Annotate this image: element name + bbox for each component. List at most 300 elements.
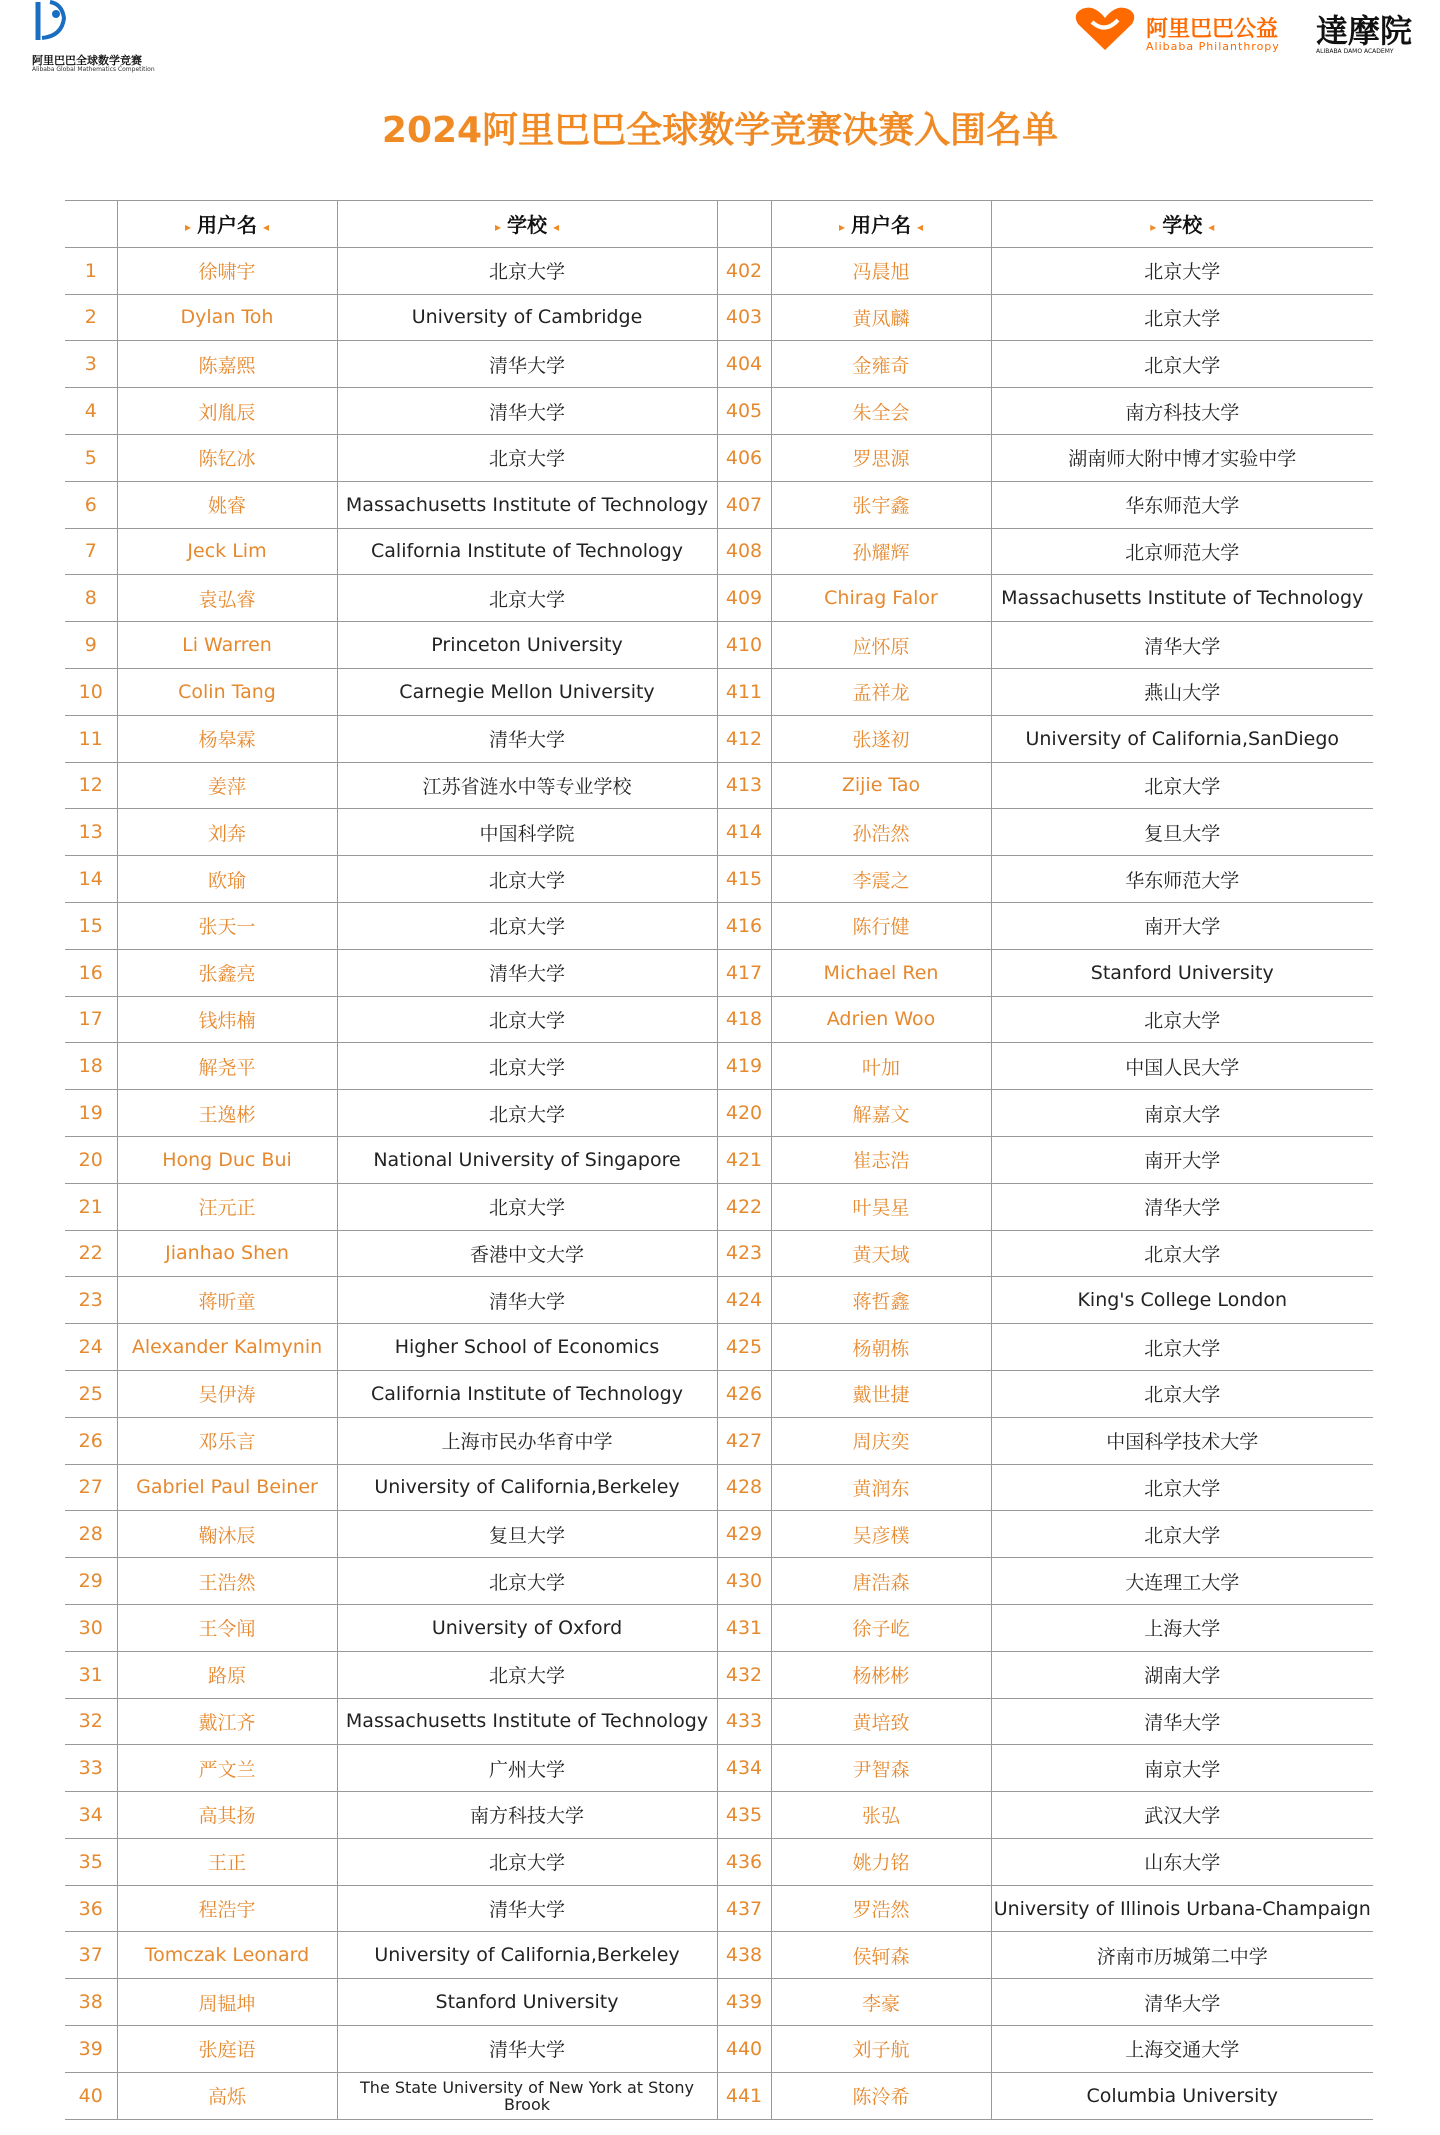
username: 程浩宇 bbox=[117, 1885, 337, 1932]
school-name: 湖南师大附中博才实验中学 bbox=[991, 434, 1373, 481]
school-name: 江苏省涟水中等专业学校 bbox=[337, 762, 717, 809]
rank-number: 13 bbox=[65, 809, 117, 856]
table-row bbox=[65, 528, 1373, 575]
username: 蒋哲鑫 bbox=[771, 1277, 991, 1324]
username: 王浩然 bbox=[117, 1558, 337, 1605]
rank-number: 422 bbox=[717, 1183, 771, 1230]
rank-number: 402 bbox=[717, 247, 771, 294]
school-name: 北京大学 bbox=[337, 247, 717, 294]
school-name: 上海交通大学 bbox=[991, 2026, 1373, 2073]
school-name: University of Cambridge bbox=[337, 294, 717, 341]
username: 陈钇冰 bbox=[117, 434, 337, 481]
school-name: 北京大学 bbox=[991, 341, 1373, 388]
username: 姚睿 bbox=[117, 481, 337, 528]
rank-number: 430 bbox=[717, 1558, 771, 1605]
school-name: 清华大学 bbox=[337, 949, 717, 996]
school-name: University of California,Berkeley bbox=[337, 1464, 717, 1511]
username: 钱炜楠 bbox=[117, 996, 337, 1043]
rank-number: 414 bbox=[717, 809, 771, 856]
school-name: 北京大学 bbox=[991, 1370, 1373, 1417]
username: 尹智森 bbox=[771, 1745, 991, 1792]
rank-number: 16 bbox=[65, 949, 117, 996]
username: 杨彬彬 bbox=[771, 1651, 991, 1698]
table-row bbox=[65, 949, 1373, 996]
table-row bbox=[65, 1511, 1373, 1558]
table-row bbox=[65, 1558, 1373, 1605]
username: 黄天域 bbox=[771, 1230, 991, 1277]
school-name: 中国人民大学 bbox=[991, 1043, 1373, 1090]
table-body bbox=[65, 247, 1373, 2119]
username: 严文兰 bbox=[117, 1745, 337, 1792]
header-user-left: ▸ 用户名 ◂ bbox=[117, 201, 337, 248]
table-row bbox=[65, 1885, 1373, 1932]
school-name: 清华大学 bbox=[337, 1885, 717, 1932]
rank-number: 37 bbox=[65, 1932, 117, 1979]
table-row bbox=[65, 481, 1373, 528]
username: 王正 bbox=[117, 1838, 337, 1885]
table-header-row bbox=[65, 201, 1373, 248]
school-name: 北京大学 bbox=[337, 1558, 717, 1605]
username: Colin Tang bbox=[117, 668, 337, 715]
username: 姚力铭 bbox=[771, 1838, 991, 1885]
rank-number: 9 bbox=[65, 622, 117, 669]
rank-number: 412 bbox=[717, 715, 771, 762]
table-row bbox=[65, 388, 1373, 435]
table-row bbox=[65, 856, 1373, 903]
rank-number: 413 bbox=[717, 762, 771, 809]
rank-number: 425 bbox=[717, 1324, 771, 1371]
header-user-right: ▸ 用户名 ◂ bbox=[771, 201, 991, 248]
rank-number: 428 bbox=[717, 1464, 771, 1511]
username: Tomczak Leonard bbox=[117, 1932, 337, 1979]
finalist-table bbox=[65, 200, 1373, 2120]
username: 张鑫亮 bbox=[117, 949, 337, 996]
username: 朱全会 bbox=[771, 388, 991, 435]
alibaba-philanthropy-name: 阿里巴巴公益 bbox=[1146, 17, 1279, 42]
username: 应怀原 bbox=[771, 622, 991, 669]
username: Jeck Lim bbox=[117, 528, 337, 575]
rank-number: 17 bbox=[65, 996, 117, 1043]
rank-number: 1 bbox=[65, 247, 117, 294]
school-name: University of Illinois Urbana-Champaign bbox=[991, 1885, 1373, 1932]
school-name: California Institute of Technology bbox=[337, 1370, 717, 1417]
username: 解尧平 bbox=[117, 1043, 337, 1090]
table-row bbox=[65, 902, 1373, 949]
triangle-right-icon: ▸ bbox=[838, 219, 845, 234]
competition-logo-subtitle: Alibaba Global Mathematics Competition bbox=[32, 66, 155, 73]
table-row bbox=[65, 668, 1373, 715]
school-name: 清华大学 bbox=[337, 715, 717, 762]
rank-number: 439 bbox=[717, 1979, 771, 2026]
rank-number: 36 bbox=[65, 1885, 117, 1932]
school-name: University of California,SanDiego bbox=[991, 715, 1373, 762]
table-row bbox=[65, 809, 1373, 856]
table-row bbox=[65, 1417, 1373, 1464]
school-name: 中国科学院 bbox=[337, 809, 717, 856]
username: 戴世捷 bbox=[771, 1370, 991, 1417]
school-name: 清华大学 bbox=[337, 388, 717, 435]
school-name: Stanford University bbox=[991, 949, 1373, 996]
username: 陈嘉熙 bbox=[117, 341, 337, 388]
table-row bbox=[65, 1370, 1373, 1417]
school-name: 大连理工大学 bbox=[991, 1558, 1373, 1605]
school-name: Massachusetts Institute of Technology bbox=[337, 481, 717, 528]
rank-number: 433 bbox=[717, 1698, 771, 1745]
school-name: 北京大学 bbox=[337, 856, 717, 903]
school-name: 南京大学 bbox=[991, 1090, 1373, 1137]
school-name: 南开大学 bbox=[991, 902, 1373, 949]
school-name: 济南市历城第二中学 bbox=[991, 1932, 1373, 1979]
triangle-right-icon: ▸ bbox=[184, 219, 191, 234]
username: 杨朝栋 bbox=[771, 1324, 991, 1371]
school-name: Massachusetts Institute of Technology bbox=[337, 1698, 717, 1745]
username: 袁弘睿 bbox=[117, 575, 337, 622]
header bbox=[0, 0, 1440, 80]
school-name: National University of Singapore bbox=[337, 1136, 717, 1183]
table-row bbox=[65, 247, 1373, 294]
rank-number: 420 bbox=[717, 1090, 771, 1137]
table-row bbox=[65, 715, 1373, 762]
username: 唐浩森 bbox=[771, 1558, 991, 1605]
table-row bbox=[65, 762, 1373, 809]
username: Jianhao Shen bbox=[117, 1230, 337, 1277]
school-name: 香港中文大学 bbox=[337, 1230, 717, 1277]
school-name: 南京大学 bbox=[991, 1745, 1373, 1792]
rank-number: 26 bbox=[65, 1417, 117, 1464]
rank-number: 14 bbox=[65, 856, 117, 903]
school-name: 北京大学 bbox=[991, 294, 1373, 341]
username: Alexander Kalmynin bbox=[117, 1324, 337, 1371]
rank-number: 415 bbox=[717, 856, 771, 903]
school-name: 北京大学 bbox=[991, 1464, 1373, 1511]
rank-number: 21 bbox=[65, 1183, 117, 1230]
school-name: 清华大学 bbox=[991, 1698, 1373, 1745]
table-row bbox=[65, 294, 1373, 341]
school-name: 北京大学 bbox=[991, 762, 1373, 809]
school-name: 广州大学 bbox=[337, 1745, 717, 1792]
username: 侯轲森 bbox=[771, 1932, 991, 1979]
username: Gabriel Paul Beiner bbox=[117, 1464, 337, 1511]
alibaba-philanthropy-subtitle: Alibaba Philanthropy bbox=[1146, 40, 1280, 53]
username: Chirag Falor bbox=[771, 575, 991, 622]
school-name: Stanford University bbox=[337, 1979, 717, 2026]
username: 刘子航 bbox=[771, 2026, 991, 2073]
table-row bbox=[65, 1932, 1373, 1979]
username: 姜萍 bbox=[117, 762, 337, 809]
rank-number: 426 bbox=[717, 1370, 771, 1417]
rank-number: 20 bbox=[65, 1136, 117, 1183]
username: 李豪 bbox=[771, 1979, 991, 2026]
school-name: 北京大学 bbox=[991, 1511, 1373, 1558]
username: 鞠沐辰 bbox=[117, 1511, 337, 1558]
username: Li Warren bbox=[117, 622, 337, 669]
rank-number: 407 bbox=[717, 481, 771, 528]
username: 张弘 bbox=[771, 1792, 991, 1839]
username: 孙耀辉 bbox=[771, 528, 991, 575]
table-row bbox=[65, 622, 1373, 669]
table-row bbox=[65, 341, 1373, 388]
school-name: 复旦大学 bbox=[337, 1511, 717, 1558]
table-row bbox=[65, 1043, 1373, 1090]
table-row bbox=[65, 1464, 1373, 1511]
username: Dylan Toh bbox=[117, 294, 337, 341]
rank-number: 434 bbox=[717, 1745, 771, 1792]
username: 叶昊星 bbox=[771, 1183, 991, 1230]
username: 冯晨旭 bbox=[771, 247, 991, 294]
rank-number: 404 bbox=[717, 341, 771, 388]
rank-number: 35 bbox=[65, 1838, 117, 1885]
alibaba-philanthropy-logo bbox=[1070, 4, 1290, 54]
school-name: 北京大学 bbox=[337, 1043, 717, 1090]
school-name: 北京大学 bbox=[337, 1183, 717, 1230]
school-name: Massachusetts Institute of Technology bbox=[991, 575, 1373, 622]
username: 王令闻 bbox=[117, 1604, 337, 1651]
school-name: University of California,Berkeley bbox=[337, 1932, 717, 1979]
school-name: 山东大学 bbox=[991, 1838, 1373, 1885]
rank-number: 34 bbox=[65, 1792, 117, 1839]
rank-number: 416 bbox=[717, 902, 771, 949]
rank-number: 431 bbox=[717, 1604, 771, 1651]
school-name: 上海市民办华育中学 bbox=[337, 1417, 717, 1464]
school-name: 清华大学 bbox=[337, 1277, 717, 1324]
rank-number: 436 bbox=[717, 1838, 771, 1885]
damo-academy-logo bbox=[1312, 4, 1432, 54]
username: 邓乐言 bbox=[117, 1417, 337, 1464]
username: 解嘉文 bbox=[771, 1090, 991, 1137]
table-row bbox=[65, 1136, 1373, 1183]
competition-logo-name: 阿里巴巴全球数学竞赛 bbox=[32, 54, 142, 67]
username: 汪元正 bbox=[117, 1183, 337, 1230]
triangle-right-icon: ▸ bbox=[494, 219, 501, 234]
rank-number: 5 bbox=[65, 434, 117, 481]
header-no-left bbox=[65, 201, 117, 248]
school-name: 清华大学 bbox=[337, 2026, 717, 2073]
school-name: 北京大学 bbox=[991, 1230, 1373, 1277]
rank-number: 423 bbox=[717, 1230, 771, 1277]
rank-number: 405 bbox=[717, 388, 771, 435]
school-name: 清华大学 bbox=[991, 1183, 1373, 1230]
username: 张宇鑫 bbox=[771, 481, 991, 528]
username: 刘胤辰 bbox=[117, 388, 337, 435]
rank-number: 4 bbox=[65, 388, 117, 435]
rank-number: 427 bbox=[717, 1417, 771, 1464]
rank-number: 27 bbox=[65, 1464, 117, 1511]
triangle-left-icon: ◂ bbox=[263, 219, 270, 234]
username: 周庆奕 bbox=[771, 1417, 991, 1464]
rank-number: 29 bbox=[65, 1558, 117, 1605]
header-school-right: ▸ 学校 ◂ bbox=[991, 201, 1373, 248]
school-name: 北京大学 bbox=[991, 247, 1373, 294]
triangle-right-icon: ▸ bbox=[1150, 219, 1157, 234]
triangle-left-icon: ◂ bbox=[553, 219, 560, 234]
rank-number: 31 bbox=[65, 1651, 117, 1698]
rank-number: 7 bbox=[65, 528, 117, 575]
school-name: 南方科技大学 bbox=[991, 388, 1373, 435]
rank-number: 417 bbox=[717, 949, 771, 996]
table-row bbox=[65, 1277, 1373, 1324]
username: 黄培致 bbox=[771, 1698, 991, 1745]
username: 罗浩然 bbox=[771, 1885, 991, 1932]
school-name: 武汉大学 bbox=[991, 1792, 1373, 1839]
damo-academy-name: 達摩院 bbox=[1316, 12, 1413, 50]
competition-logo bbox=[30, 0, 155, 75]
table-row bbox=[65, 1745, 1373, 1792]
username: Adrien Woo bbox=[771, 996, 991, 1043]
school-name: 清华大学 bbox=[991, 622, 1373, 669]
username: 徐啸宇 bbox=[117, 247, 337, 294]
username: 罗思源 bbox=[771, 434, 991, 481]
username: 孟祥龙 bbox=[771, 668, 991, 715]
rank-number: 25 bbox=[65, 1370, 117, 1417]
table-row bbox=[65, 2026, 1373, 2073]
school-name: 北京大学 bbox=[337, 575, 717, 622]
rank-number: 432 bbox=[717, 1651, 771, 1698]
username: 崔志浩 bbox=[771, 1136, 991, 1183]
rank-number: 10 bbox=[65, 668, 117, 715]
rank-number: 437 bbox=[717, 1885, 771, 1932]
username: Hong Duc Bui bbox=[117, 1136, 337, 1183]
table-row bbox=[65, 1838, 1373, 1885]
username: Michael Ren bbox=[771, 949, 991, 996]
table-row bbox=[65, 1979, 1373, 2026]
username: 金雍奇 bbox=[771, 341, 991, 388]
rank-number: 30 bbox=[65, 1604, 117, 1651]
school-name: 燕山大学 bbox=[991, 668, 1373, 715]
rank-number: 8 bbox=[65, 575, 117, 622]
username: 张庭语 bbox=[117, 2026, 337, 2073]
rank-number: 15 bbox=[65, 902, 117, 949]
rank-number: 12 bbox=[65, 762, 117, 809]
username: 张天一 bbox=[117, 902, 337, 949]
username: Zijie Tao bbox=[771, 762, 991, 809]
username: 徐子屹 bbox=[771, 1604, 991, 1651]
rank-number: 411 bbox=[717, 668, 771, 715]
rank-number: 419 bbox=[717, 1043, 771, 1090]
table-row bbox=[65, 575, 1373, 622]
rank-number: 23 bbox=[65, 1277, 117, 1324]
damo-academy-subtitle: ALIBABA DAMO ACADEMY bbox=[1316, 48, 1394, 55]
username: 叶加 bbox=[771, 1043, 991, 1090]
username: 孙浩然 bbox=[771, 809, 991, 856]
rank-number: 409 bbox=[717, 575, 771, 622]
school-name: The State University of New York at Stony Brook bbox=[337, 2072, 717, 2119]
school-name: 北京大学 bbox=[337, 434, 717, 481]
school-name: 中国科学技术大学 bbox=[991, 1417, 1373, 1464]
username: 吴伊涛 bbox=[117, 1370, 337, 1417]
rank-number: 38 bbox=[65, 1979, 117, 2026]
school-name: Princeton University bbox=[337, 622, 717, 669]
rank-number: 28 bbox=[65, 1511, 117, 1558]
school-name: 复旦大学 bbox=[991, 809, 1373, 856]
username: 刘奔 bbox=[117, 809, 337, 856]
table-row bbox=[65, 1230, 1373, 1277]
rank-number: 403 bbox=[717, 294, 771, 341]
rank-number: 408 bbox=[717, 528, 771, 575]
username: 高烁 bbox=[117, 2072, 337, 2119]
heart-icon bbox=[1070, 4, 1140, 54]
page-title: 2024阿里巴巴全球数学竞赛决赛入围名单 bbox=[381, 110, 1059, 151]
rank-number: 33 bbox=[65, 1745, 117, 1792]
username: 戴江齐 bbox=[117, 1698, 337, 1745]
triangle-left-icon: ◂ bbox=[1208, 219, 1215, 234]
rank-number: 435 bbox=[717, 1792, 771, 1839]
rank-number: 441 bbox=[717, 2072, 771, 2119]
username: 欧瑜 bbox=[117, 856, 337, 903]
rank-number: 40 bbox=[65, 2072, 117, 2119]
username: 王逸彬 bbox=[117, 1090, 337, 1137]
school-name: California Institute of Technology bbox=[337, 528, 717, 575]
school-name: King's College London bbox=[991, 1277, 1373, 1324]
rank-number: 406 bbox=[717, 434, 771, 481]
rank-number: 421 bbox=[717, 1136, 771, 1183]
school-name: 清华大学 bbox=[991, 1979, 1373, 2026]
header-school-left: ▸ 学校 ◂ bbox=[337, 201, 717, 248]
school-name: 北京大学 bbox=[337, 1090, 717, 1137]
table-row bbox=[65, 1324, 1373, 1371]
rank-number: 18 bbox=[65, 1043, 117, 1090]
school-name: 北京大学 bbox=[337, 996, 717, 1043]
username: 李震之 bbox=[771, 856, 991, 903]
username: 黄凤麟 bbox=[771, 294, 991, 341]
username: 吴彦樸 bbox=[771, 1511, 991, 1558]
school-name: 北京大学 bbox=[991, 1324, 1373, 1371]
triangle-left-icon: ◂ bbox=[917, 219, 924, 234]
rank-number: 438 bbox=[717, 1932, 771, 1979]
school-name: 上海大学 bbox=[991, 1604, 1373, 1651]
school-name: 北京大学 bbox=[991, 996, 1373, 1043]
table-row bbox=[65, 1651, 1373, 1698]
rank-number: 3 bbox=[65, 341, 117, 388]
rank-number: 2 bbox=[65, 294, 117, 341]
header-no-right bbox=[717, 201, 771, 248]
username: 高其扬 bbox=[117, 1792, 337, 1839]
username: 杨皋霖 bbox=[117, 715, 337, 762]
rank-number: 6 bbox=[65, 481, 117, 528]
rank-number: 32 bbox=[65, 1698, 117, 1745]
table-row bbox=[65, 996, 1373, 1043]
school-name: Carnegie Mellon University bbox=[337, 668, 717, 715]
rank-number: 418 bbox=[717, 996, 771, 1043]
table-row bbox=[65, 1183, 1373, 1230]
username: 张遂初 bbox=[771, 715, 991, 762]
school-name: Higher School of Economics bbox=[337, 1324, 717, 1371]
school-name: Columbia University bbox=[991, 2072, 1373, 2119]
school-name: 北京师范大学 bbox=[991, 528, 1373, 575]
school-name: 南方科技大学 bbox=[337, 1792, 717, 1839]
table-row bbox=[65, 2072, 1373, 2119]
table-row bbox=[65, 1698, 1373, 1745]
table-row bbox=[65, 1604, 1373, 1651]
school-name: 华东师范大学 bbox=[991, 856, 1373, 903]
school-name: 湖南大学 bbox=[991, 1651, 1373, 1698]
username: 黄润东 bbox=[771, 1464, 991, 1511]
username: 周韫坤 bbox=[117, 1979, 337, 2026]
username: 陈行健 bbox=[771, 902, 991, 949]
rank-number: 24 bbox=[65, 1324, 117, 1371]
competition-logo-mark-icon bbox=[32, 0, 72, 50]
school-name: 华东师范大学 bbox=[991, 481, 1373, 528]
username: 陈泠希 bbox=[771, 2072, 991, 2119]
rank-number: 22 bbox=[65, 1230, 117, 1277]
username: 路原 bbox=[117, 1651, 337, 1698]
table-row bbox=[65, 1090, 1373, 1137]
school-name: 北京大学 bbox=[337, 902, 717, 949]
rank-number: 19 bbox=[65, 1090, 117, 1137]
table-row bbox=[65, 1792, 1373, 1839]
rank-number: 39 bbox=[65, 2026, 117, 2073]
rank-number: 429 bbox=[717, 1511, 771, 1558]
school-name: 南开大学 bbox=[991, 1136, 1373, 1183]
